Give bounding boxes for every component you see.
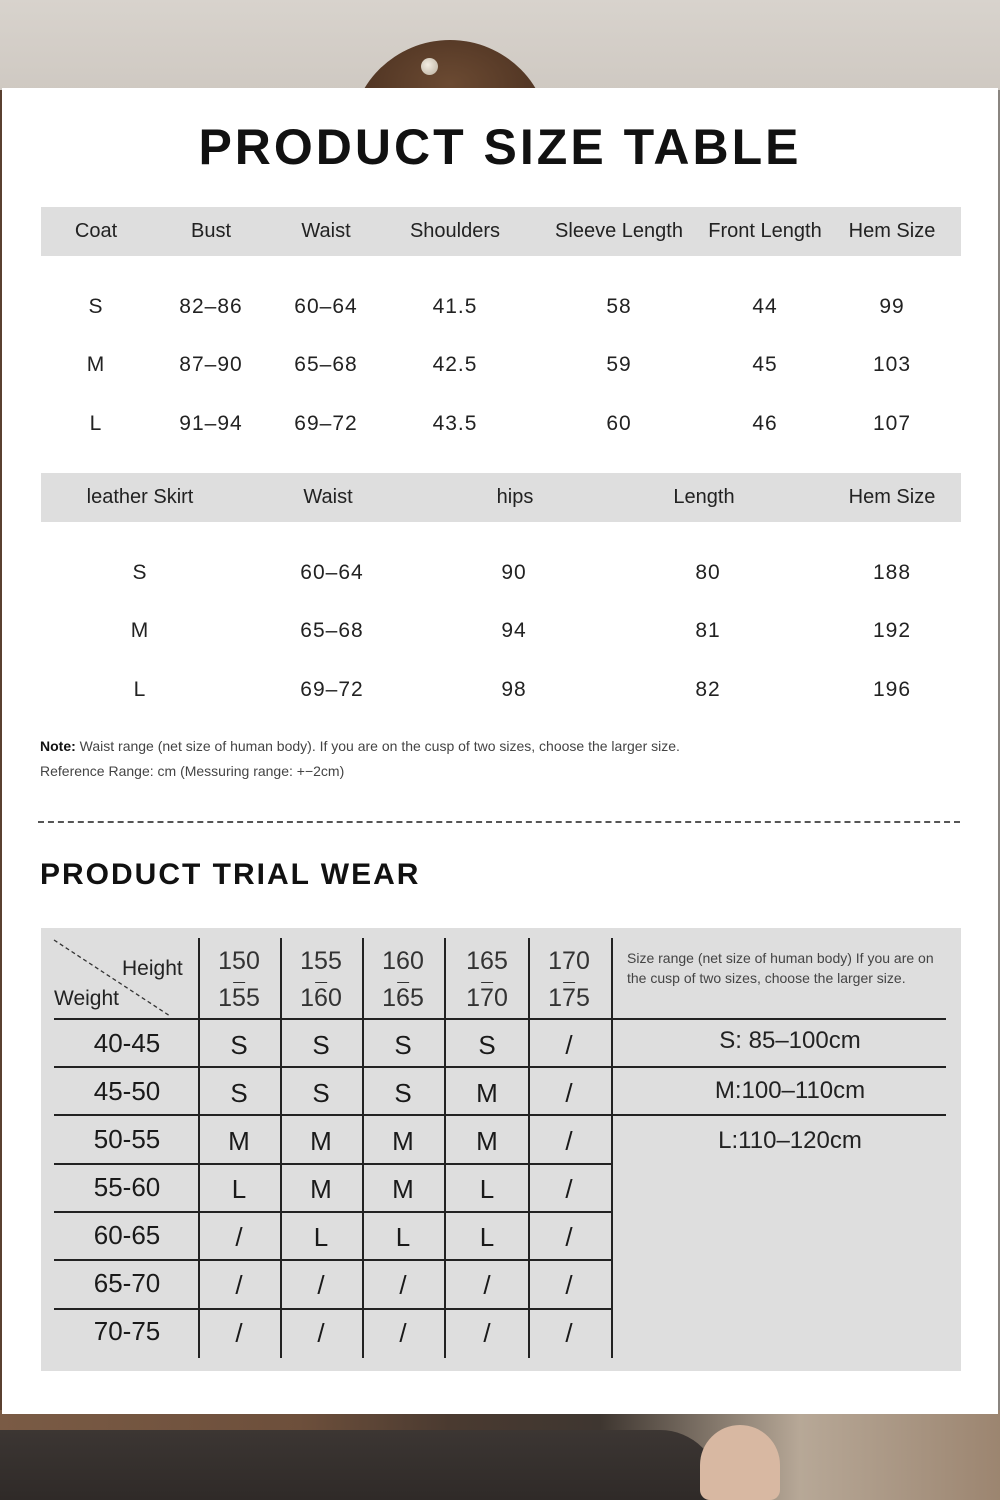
note-text: Waist range (net size of human body). If you are on the cusp of two sizes, choose the larger size. [75,738,680,754]
height-range-header [218,943,260,1017]
trial-size-cell: / [235,1270,243,1300]
trial-size-cell: / [565,1318,573,1348]
grid-horizontal-line [54,1259,611,1261]
trial-size-cell: M [310,1174,332,1204]
skirt-column-header: Length [673,486,735,508]
size-range-line [611,1018,946,1020]
grid-vertical-line [362,938,364,1358]
coat-size-label: S [88,295,104,318]
weight-range-label: 40-45 [93,1028,161,1058]
skirt-column-header: hips [496,486,534,508]
height-range-to: 155 [218,984,260,1012]
skirt-table-cell: 90 [501,561,527,584]
coat-table-cell: 99 [879,295,905,318]
skirt-size-label: L [133,678,147,701]
weight-range-label: 55-60 [93,1172,161,1202]
grid-vertical-line [444,938,446,1358]
size-range-value: S: 85–100cm [719,1027,861,1054]
weight-range-label: 70-75 [93,1316,161,1346]
trial-size-cell: / [399,1318,407,1348]
trial-size-cell: L [313,1222,329,1252]
coat-size-label: M [86,353,106,376]
trial-size-cell: S [394,1030,412,1060]
trial-size-cell: S [230,1030,248,1060]
reference-range-note: Reference Range: cm (Messuring range: +−2cm) [40,763,345,779]
skirt-table-cell: 60–64 [300,561,364,584]
coat-column-header: Waist [301,220,351,242]
coat-column-header: Shoulders [409,220,501,242]
weight-range-label: 65-70 [93,1268,161,1298]
skirt-table-cell: 188 [872,561,912,584]
skirt-column-header: Hem Size [848,486,936,508]
skirt-table-cell: 192 [872,619,912,642]
height-range-from: 165 [466,943,508,980]
trial-size-cell: M [476,1126,498,1156]
skirt-table-cell: 94 [501,619,527,642]
trial-wear-title: PRODUCT TRIAL WEAR [40,858,421,891]
weight-range-label: 60-65 [93,1220,161,1250]
coat-table-cell: 91–94 [179,412,243,435]
trial-size-cell: S [312,1030,330,1060]
coat-table-cell: 59 [606,353,632,376]
skirt-table-cell: 98 [501,678,527,701]
coat-table-cell: 103 [872,353,912,376]
height-range-from: 150 [218,943,260,980]
height-range-to: 170 [466,984,508,1012]
trial-size-cell: / [235,1222,243,1252]
skirt-column-header: Waist [303,486,353,508]
trial-size-cell: / [317,1318,325,1348]
coat-table-cell: 107 [872,412,912,435]
height-range-header [300,943,342,1017]
grid-horizontal-line [54,1308,611,1310]
coat-table-cell: 69–72 [294,412,358,435]
coat-table-cell: 60–64 [294,295,358,318]
grid-horizontal-line [54,1163,611,1165]
trial-size-cell: M [228,1126,250,1156]
coat-column-header: Bust [190,220,232,242]
beret-button-image [421,58,438,75]
trial-size-cell: S [478,1030,496,1060]
weight-range-label: 50-55 [93,1124,161,1154]
grid-horizontal-line [54,1018,611,1020]
skirt-size-label: S [132,561,148,584]
skirt-table-cell: 69–72 [300,678,364,701]
corner-weight-label: Weight [54,987,119,1010]
coat-table-cell: 43.5 [432,412,478,435]
grid-vertical-line [528,938,530,1358]
section-divider [38,821,960,823]
height-range-from: 160 [382,943,424,980]
grid-horizontal-line [54,1066,611,1068]
trial-size-cell: M [392,1174,414,1204]
coat-table-cell: 44 [752,295,778,318]
grid-vertical-line [198,938,200,1358]
trial-size-cell: L [395,1222,411,1252]
grid-horizontal-line [54,1114,611,1116]
hand-image [700,1425,780,1500]
trial-size-cell: / [565,1174,573,1204]
coat-header-bar [41,207,961,256]
skirt-table-cell: 81 [695,619,721,642]
trial-size-cell: / [317,1270,325,1300]
height-range-header [382,943,424,1017]
skirt-table-cell: 80 [695,561,721,584]
trial-size-cell: / [565,1030,573,1060]
trial-size-cell: / [235,1318,243,1348]
coat-table-cell: 58 [606,295,632,318]
coat-column-header: Sleeve Length [555,220,683,242]
skirt-table-cell: 82 [695,678,721,701]
grid-horizontal-line [54,1211,611,1213]
height-range-to: 160 [300,984,342,1012]
weight-range-label: 45-50 [93,1076,161,1106]
height-range-to: 165 [382,984,424,1012]
trial-size-cell: M [392,1126,414,1156]
coat-table-cell: 82–86 [179,295,243,318]
coat-table-cell: 60 [606,412,632,435]
trial-size-cell: / [399,1270,407,1300]
trial-size-cell: M [310,1126,332,1156]
size-range-value: M:100–110cm [714,1077,866,1104]
trial-size-cell: / [565,1270,573,1300]
skirt-table-cell: 65–68 [300,619,364,642]
coat-column-header: Front Length [708,220,822,242]
size-range-line [611,1066,946,1068]
trial-size-cell: L [479,1174,495,1204]
coat-size-label: L [89,412,103,435]
trial-size-cell: / [483,1318,491,1348]
note-line [40,738,680,754]
skirt-table-cell: 196 [872,678,912,701]
coat-table-cell: 46 [752,412,778,435]
coat-table-cell: 87–90 [179,353,243,376]
height-range-header [466,943,508,1017]
skirt-image [0,1430,720,1500]
height-range-to: 175 [548,984,590,1012]
skirt-size-label: M [130,619,150,642]
size-range-note: Size range (net size of human body) If you are on the cusp of two sizes, choose the larger size. [627,950,934,986]
trial-size-cell: / [565,1126,573,1156]
trial-size-cell: M [476,1078,498,1108]
skirt-column-header: leather Skirt [86,486,194,508]
height-range-from: 170 [548,943,590,980]
height-range-header [548,943,590,1017]
trial-size-cell: S [394,1078,412,1108]
trial-size-cell: / [565,1222,573,1252]
size-range-line [611,1114,946,1116]
grid-vertical-line [611,938,613,1358]
trial-size-cell: / [483,1270,491,1300]
trial-size-cell: L [479,1222,495,1252]
trial-size-cell: L [231,1174,247,1204]
trial-size-cell: / [565,1078,573,1108]
coat-table-cell: 45 [752,353,778,376]
height-range-from: 155 [300,943,342,980]
note-label: Note: [40,738,76,754]
page-title: PRODUCT SIZE TABLE [198,119,802,175]
grid-vertical-line [280,938,282,1358]
coat-table-cell: 41.5 [432,295,478,318]
trial-size-cell: S [312,1078,330,1108]
trial-size-cell: S [230,1078,248,1108]
coat-table-cell: 42.5 [432,353,478,376]
corner-height-label: Height [122,957,183,980]
coat-column-header: Coat [74,220,118,242]
coat-column-header: Hem Size [848,220,936,242]
coat-table-cell: 65–68 [294,353,358,376]
size-range-value: L:110–120cm [718,1127,862,1154]
